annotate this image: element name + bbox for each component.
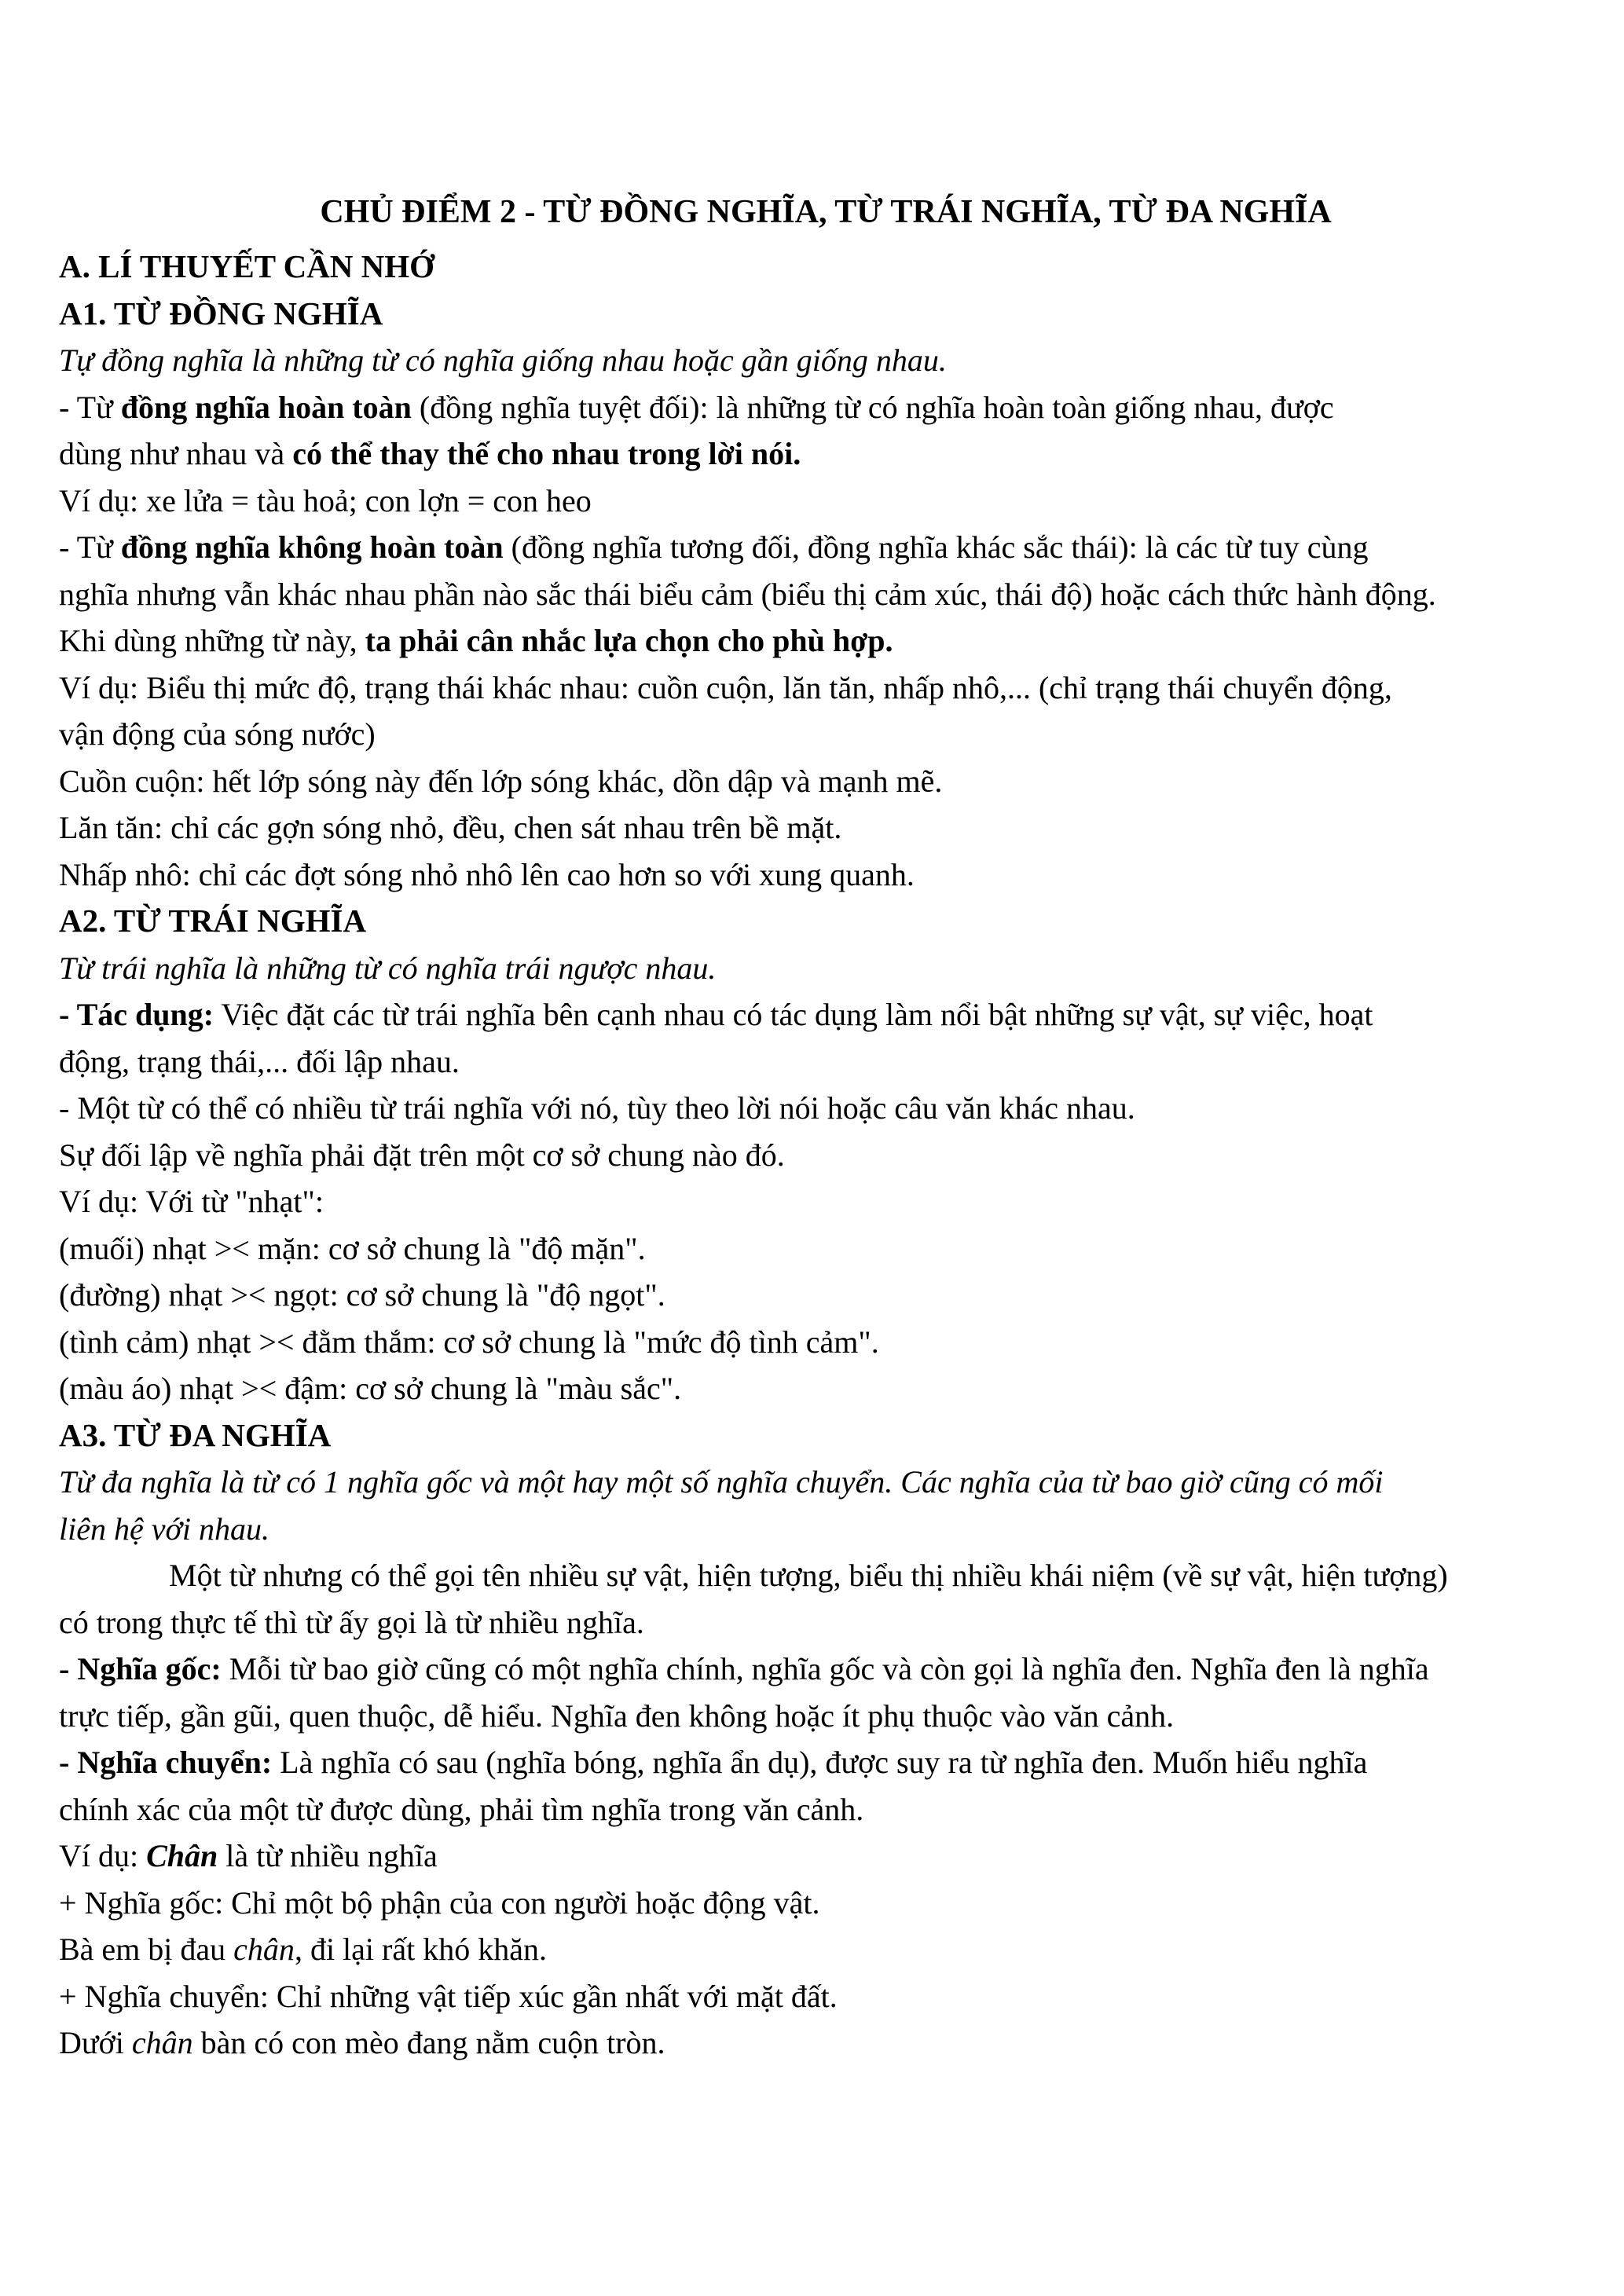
a3-paragraph-1: Một từ nhưng có thể gọi tên nhiều sự vật, hiện tượng, biểu thị nhiều khái niệm (về sự vật, hiện tượng) [169, 1558, 1448, 1593]
heading-a2: A2. TỪ TRÁI NGHĨA [59, 903, 367, 939]
a1-example-3: Cuồn cuộn: hết lớp sóng này đến lớp sóng khác, dồn dập và mạnh mẽ. [59, 763, 943, 799]
italic-term: chân [131, 2025, 193, 2060]
a3-definition-1: Từ đa nghĩa là từ có 1 nghĩa gốc và một hay một số nghĩa chuyển. Các nghĩa của từ bao giờ cũng có mối [59, 1464, 1384, 1500]
bold-term: có thể thay thế cho nhau trong lời nói. [292, 436, 801, 471]
text: Ví dụ: [59, 1838, 147, 1873]
heading-a3: A3. TỪ ĐA NGHĨA [59, 1416, 332, 1453]
text: là từ nhiều nghĩa [218, 1838, 438, 1873]
a2-line-2: động, trạng thái,... đối lập nhau. [59, 1043, 460, 1079]
bold-italic-term: Chân [146, 1838, 218, 1873]
a3-goc-1 [59, 1646, 1593, 1693]
heading-a1: A1. TỪ ĐỒNG NGHĨA [59, 295, 383, 331]
a1-line-1 [59, 384, 1593, 431]
text: - Từ [59, 389, 121, 425]
a2-line-7: (đường) nhạt >< ngọt: cơ sở chung là "độ ngọt". [59, 1277, 665, 1313]
a1-example-4: Lăn tăn: chỉ các gợn sóng nhỏ, đều, chen sát nhau trên bề mặt. [59, 810, 842, 845]
text: bàn có con mèo đang nằm cuộn tròn. [192, 2025, 665, 2060]
page-title: CHỦ ĐIỂM 2 - TỪ ĐỒNG NGHĨA, TỪ TRÁI NGHĨA, TỪ ĐA NGHĨA [320, 194, 1332, 230]
a1-line-4: nghĩa nhưng vẫn khác nhau phần nào sắc thái biểu cảm (biểu thị cảm xúc, thái độ) hoặc cách thức hành động. [59, 576, 1436, 612]
a3-chuyen-2: chính xác của một từ được dùng, phải tìm nghĩa trong văn cảnh. [59, 1791, 864, 1827]
text: Việc đặt các từ trái nghĩa bên cạnh nhau có tác dụng làm nổi bật những sự vật, sự việc, hoạt [214, 997, 1373, 1032]
text: - Từ [59, 529, 121, 565]
text: Dưới [59, 2025, 132, 2060]
bold-term: đồng nghĩa không hoàn toàn [120, 529, 504, 565]
a2-definition: Từ trái nghĩa là những từ có nghĩa trái ngược nhau. [59, 950, 717, 986]
text: Khi dùng những từ này, [59, 623, 365, 658]
bold-term: - Tác dụng: [59, 997, 214, 1032]
italic-term: chân [233, 1932, 295, 1967]
a2-line-6: (muối) nhạt >< mặn: cơ sở chung là "độ mặn". [59, 1230, 646, 1266]
text: Bà em bị đau [59, 1932, 234, 1967]
a3-example-2: + Nghĩa gốc: Chỉ một bộ phận của con người hoặc động vật. [59, 1884, 820, 1921]
a1-example-2b: vận động của sóng nước) [59, 716, 376, 752]
a3-goc-2: trực tiếp, gần gũi, quen thuộc, dễ hiểu. Nghĩa đen không hoặc ít phụ thuộc vào văn cảnh. [59, 1697, 1175, 1734]
text: , đi lại rất khó khăn. [294, 1932, 547, 1967]
a1-line-3 [59, 524, 1593, 571]
a1-line-5 [59, 617, 1593, 665]
a2-line-9: (màu áo) nhạt >< đậm: cơ sở chung là "màu sắc". [59, 1371, 682, 1406]
a3-example-3 [59, 1926, 1593, 1973]
a1-example-2a: Ví dụ: Biểu thị mức độ, trạng thái khác nhau: cuồn cuộn, lăn tăn, nhấp nhô,... (chỉ trạng thái chuyển động, [59, 669, 1392, 705]
a2-line-5: Ví dụ: Với từ "nhạt": [59, 1184, 324, 1219]
a3-definition-2: liên hệ với nhau. [59, 1511, 269, 1547]
bold-term: ta phải cân nhắc lựa chọn cho phù hợp. [365, 623, 893, 658]
a2-line-4: Sự đối lập về nghĩa phải đặt trên một cơ sở chung nào đó. [59, 1137, 785, 1173]
text: Là nghĩa có sau (nghĩa bóng, nghĩa ẩn dụ), được suy ra từ nghĩa đen. Muốn hiểu nghĩa [272, 1745, 1368, 1780]
a3-chuyen-1 [59, 1739, 1593, 1786]
a1-example-5: Nhấp nhô: chỉ các đợt sóng nhỏ nhô lên cao hơn so với xung quanh. [59, 856, 915, 892]
a2-line-1 [59, 991, 1593, 1038]
section-heading-a: A. LÍ THUYẾT CẦN NHỚ [59, 248, 435, 284]
bold-term: - Nghĩa chuyển: [59, 1745, 273, 1780]
a3-example-5 [59, 2020, 1593, 2067]
a3-example-4: + Nghĩa chuyển: Chỉ những vật tiếp xúc gần nhất với mặt đất. [59, 1978, 838, 2014]
a3-example-1 [59, 1833, 1593, 1880]
a1-example-1: Ví dụ: xe lửa = tàu hoả; con lợn = con heo [59, 482, 592, 518]
a1-definition: Tự đồng nghĩa là những từ có nghĩa giống nhau hoặc gần giống nhau. [59, 342, 947, 378]
a2-line-8: (tình cảm) nhạt >< đằm thắm: cơ sở chung là "mức độ tình cảm". [59, 1324, 879, 1360]
text: (đồng nghĩa tuyệt đối): là những từ có nghĩa hoàn toàn giống nhau, được [411, 389, 1334, 425]
bold-term: đồng nghĩa hoàn toàn [120, 389, 412, 425]
a3-paragraph-2: có trong thực tế thì từ ấy gọi là từ nhiều nghĩa. [59, 1604, 644, 1640]
text: dùng như nhau và [59, 436, 293, 471]
bold-term: - Nghĩa gốc: [59, 1651, 222, 1686]
a1-line-2 [59, 430, 1593, 478]
text: (đồng nghĩa tương đối, đồng nghĩa khác sắc thái): là các từ tuy cùng [503, 529, 1369, 565]
a2-line-3: - Một từ có thể có nhiều từ trái nghĩa với nó, tùy theo lời nói hoặc câu văn khác nhau. [59, 1090, 1135, 1126]
text: Mỗi từ bao giờ cũng có một nghĩa chính, nghĩa gốc và còn gọi là nghĩa đen. Nghĩa đen là nghĩa [221, 1651, 1429, 1686]
